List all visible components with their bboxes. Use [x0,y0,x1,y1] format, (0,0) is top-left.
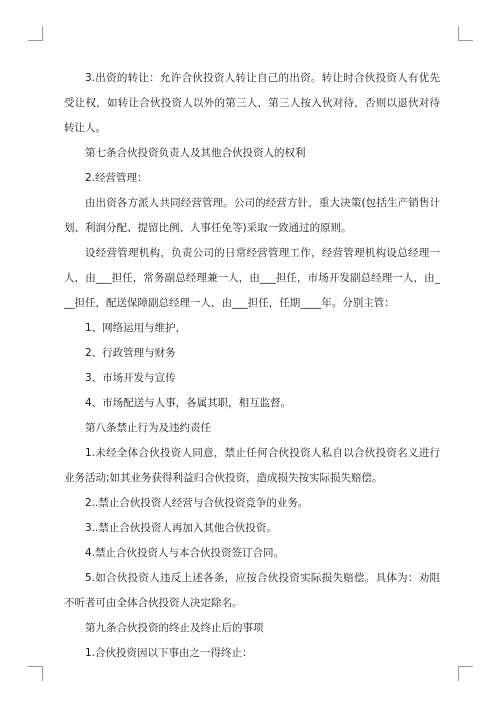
list-item-marketing: 3、市场开发与宣传 [85,372,176,384]
paragraph-joint-management: 由出资各方派人共同经营管理。公司的经营方针，重大决策(包括生产销售计划、利润分配、提留比例、人事任免等)采取一致通过的原则。 [64,197,440,234]
paragraph-prohibition-5: 5.如合伙投资人违反上述各条，应按合伙投资实际损失赔偿。具体为：劝阻不听者可由全体合伙投资人决定除名。 [64,572,440,609]
paragraph-prohibition-2: 2..禁止合伙投资人经营与合伙投资竞争的业务。 [85,497,309,509]
paragraph-management-title: 2.经营管理： [85,172,148,184]
crop-mark-top-left [28,26,43,41]
paragraph-management-body: 设经营管理机构，负责公司的日常经营管理工作，经营管理机构设总经理一人，由___担任，常务副总经理兼一人，由___担任，市场开发副总经理一人，由___担任，配送保障副总经理一人，由___担任，任期____年。分别主管： [64,247,440,309]
document-page [64,66,440,666]
paragraph-termination-1: 1.合伙投资因以下事由之一得终止： [85,647,253,659]
list-item-administration: 2、行政管理与财务 [85,347,176,359]
list-item-network: 1、网络运用与维护， [85,322,187,334]
heading-article-7: 第七条合伙投资负责人及其他合伙投资人的权利 [85,147,306,159]
crop-mark-bottom-left [28,666,43,681]
paragraph-prohibition-3: 3..禁止合伙投资人再加入其他合伙投资。 [85,522,277,534]
crop-mark-top-right [458,26,473,41]
paragraph-transfer-of-capital: 3.出资的转让：允许合伙投资人转让自己的出资。转让时合伙投资人有优先受让权，如转让合伙投资人以外的第三人，第三人按入伙对待，否则以退伙对待转让人。 [64,72,440,134]
list-item-distribution: 4、市场配送与人事，各属其职，相互监督。 [85,397,292,409]
crop-mark-bottom-right [458,666,473,681]
heading-article-8: 第八条禁止行为及违约责任 [85,422,211,434]
paragraph-prohibition-1: 1.未经全体合伙投资人同意，禁止任何合伙投资人私自以合伙投资名义进行业务活动;如其业务获得利益归合伙投资，造成损失按实际损失赔偿。 [64,447,440,484]
heading-article-9: 第九条合伙投资的终止及终止后的事项 [85,622,264,634]
paragraph-prohibition-4: 4.禁止合伙投资人与本合伙投资签订合同。 [85,547,285,559]
